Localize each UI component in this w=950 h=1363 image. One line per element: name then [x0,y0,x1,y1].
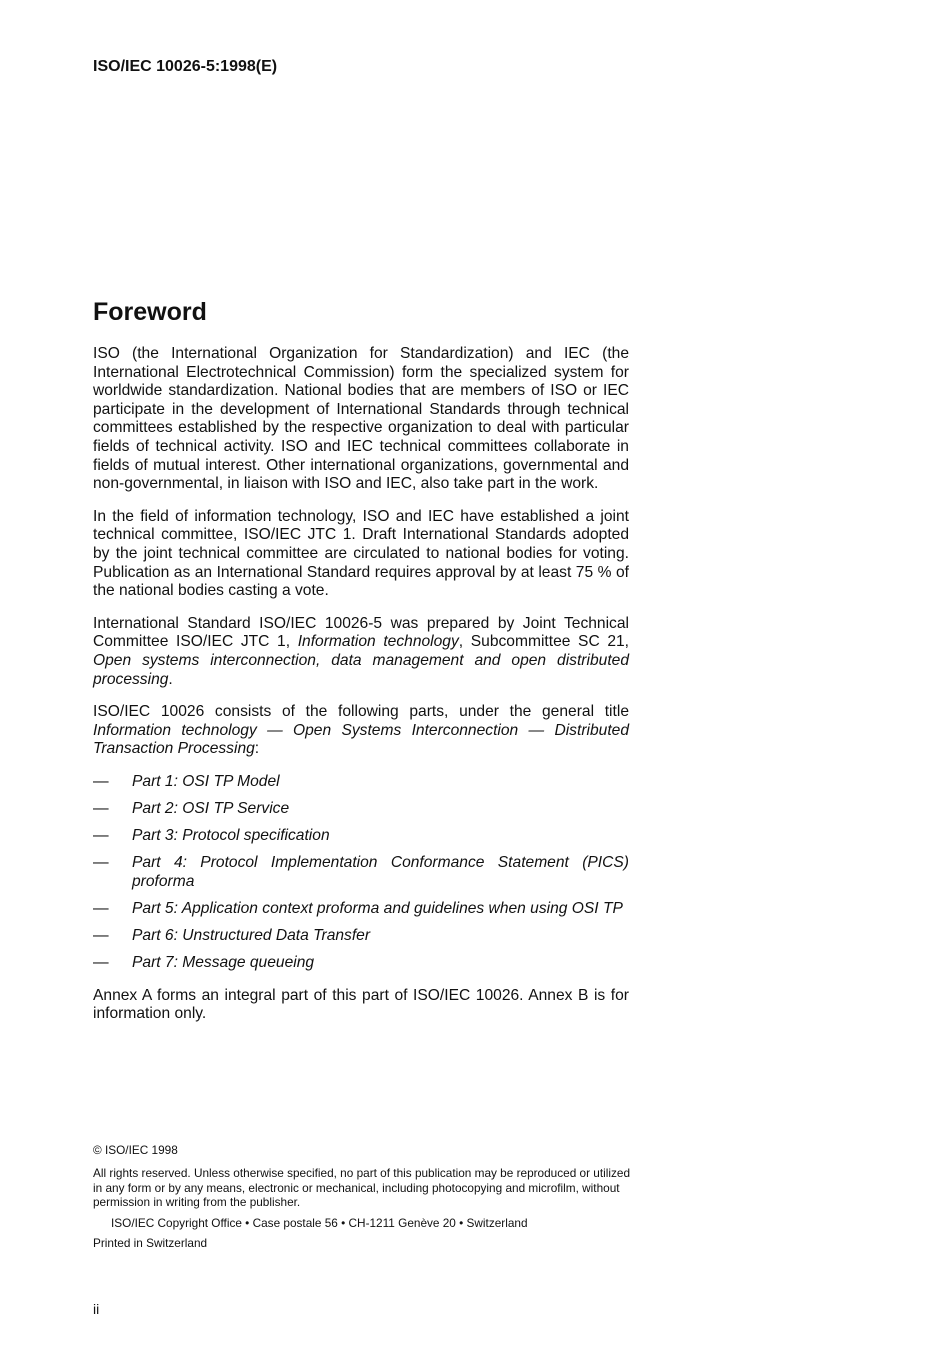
list-item [93,827,629,846]
part-title: Part 3: Protocol specification [132,827,330,845]
part-title: Part 7: Message queueing [132,954,315,972]
list-item [93,773,629,792]
paragraph-consists-of [93,703,629,759]
paragraph-prepared-by [93,615,629,689]
part-title: Part 6: Unstructured Data Transfer [132,926,371,944]
copyright-notice [93,1143,633,1251]
parts-list [93,773,629,973]
list-dash: — [93,827,109,845]
part-title: Part 1: OSI TP Model [132,772,280,790]
list-item [93,927,629,946]
text-run: ISO/IEC 10026 consists of the following parts, under the general title [93,703,629,721]
printed-in-text: Printed in Switzerland [93,1235,208,1250]
paragraph-jtc1: In the field of information technology, ISO and IEC have established a joint technical committee, ISO/IEC JTC 1. Draft International Standards adopted by the joint technical committee are circulated to national bodies for voting. Publication as an International Standard requires approval by at least 75 % of the national bodies casting a vote. [93,507,629,600]
italic-run: Open systems interconnection, data management and open distributed processing [93,651,629,688]
text-run: International Standard ISO/IEC 10026-5 was prepared by Joint Technical Committee ISO/IEC JTC 1, [93,614,629,651]
list-dash: — [93,899,109,917]
list-item [93,800,629,819]
page-number: ii [93,1301,100,1317]
copyright-line: © ISO/IEC 1998 [93,1143,178,1157]
list-item [93,854,629,891]
document-id-header: ISO/IEC 10026-5:1998(E) [93,58,278,75]
rights-reserved-text: All rights reserved. Unless otherwise specified, no part of this publication may be reproduced or utilized in any form or by any means, electronic or mechanical, including photocopying and microfilm, without permission in writing from the publisher. [93,1165,631,1210]
list-item [93,900,629,919]
part-title: Part 4: Protocol Implementation Conformance Statement (PICS) proforma [132,854,629,890]
text-run: . [168,670,173,688]
page-title: Foreword [93,298,207,326]
paragraph-iso-iec: ISO (the International Organization for Standardization) and IEC (the International Electrotechnical Commission) form the specialized system for worldwide standardization. National bodies that are members of ISO or IEC participate in the development of International Standards through technical committees established by the respective organization to deal with particular fields of technical activity. ISO and IEC technical committees collaborate in fields of mutual interest. Other international organizations, governmental and non-governmental, in liaison with ISO and IEC, also take part in the work. [93,345,629,493]
part-title: Part 5: Application context proforma and guidelines when using OSI TP [132,899,623,917]
copyright-office-address: ISO/IEC Copyright Office • Case postale 56 • CH-1211 Genève 20 • Switzerland [111,1216,528,1231]
paragraph-annex: Annex A forms an integral part of this part of ISO/IEC 10026. Annex B is for information only. [93,986,629,1023]
text-run: : [254,740,260,758]
list-dash: — [93,799,109,817]
foreword-body [93,345,629,1038]
list-dash: — [93,854,109,872]
text-run: , Subcommittee SC 21, [458,633,630,651]
list-item [93,954,629,973]
list-dash: — [93,954,109,972]
list-dash: — [93,772,109,790]
list-dash: — [93,926,109,944]
italic-run: Information technology [297,633,459,651]
part-title: Part 2: OSI TP Service [132,799,290,817]
italic-run: Information technology — Open Systems Interconnection — Distributed Transaction Processing [93,721,629,758]
